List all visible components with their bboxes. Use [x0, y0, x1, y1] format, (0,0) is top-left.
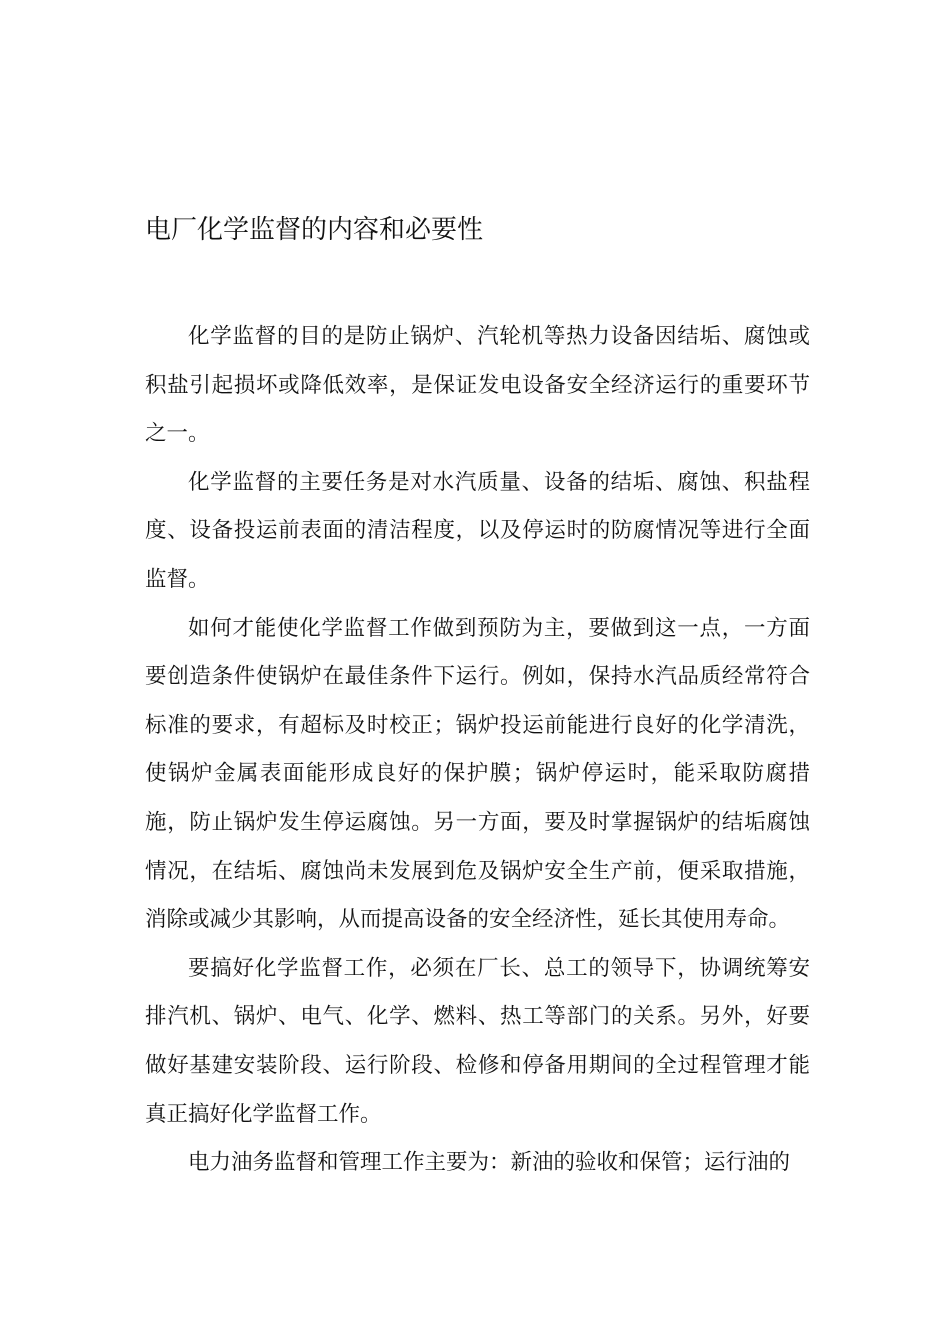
- paragraph-oil-supervision: 电力油务监督和管理工作主要为：新油的验收和保管；运行油的: [188, 1150, 791, 1176]
- paragraph-prevention: 如何才能使化学监督工作做到预防为主，要做到这一点，一方面要创造条件使锅炉在最佳条件下运行。例如，保持水汽品质经常符合标准的要求，有超标及时校正；锅炉投运前能进行良好的化学清洗，使锅炉金属表面能形成良好的保护膜；锅炉停运时，能采取防腐措施，防止锅炉发生停运腐蚀。另一方面，要及时掌握锅炉的结垢腐蚀情况，在结垢、腐蚀尚未发展到危及锅炉安全生产前，便采取措施，消除或减少其影响，从而提高设备的安全经济性，延长其使用寿命。: [145, 615, 810, 933]
- paragraph-management: 要搞好化学监督工作，必须在厂长、总工的领导下，协调统筹安排汽机、锅炉、电气、化学、燃料、热工等部门的关系。另外，好要做好基建安装阶段、运行阶段、检修和停备用期间的全过程管理才能真正搞好化学监督工作。: [145, 955, 810, 1127]
- paragraph-main-tasks: 化学监督的主要任务是对水汽质量、设备的结垢、腐蚀、积盐程度、设备投运前表面的清洁程度，以及停运时的防腐情况等进行全面监督。: [145, 469, 810, 592]
- document-title: 电厂化学监督的内容和必要性: [145, 215, 484, 245]
- document-body: [145, 313, 810, 1188]
- paragraph-purpose: 化学监督的目的是防止锅炉、汽轮机等热力设备因结垢、腐蚀或积盐引起损坏或降低效率，是保证发电设备安全经济运行的重要环节之一。: [145, 324, 810, 447]
